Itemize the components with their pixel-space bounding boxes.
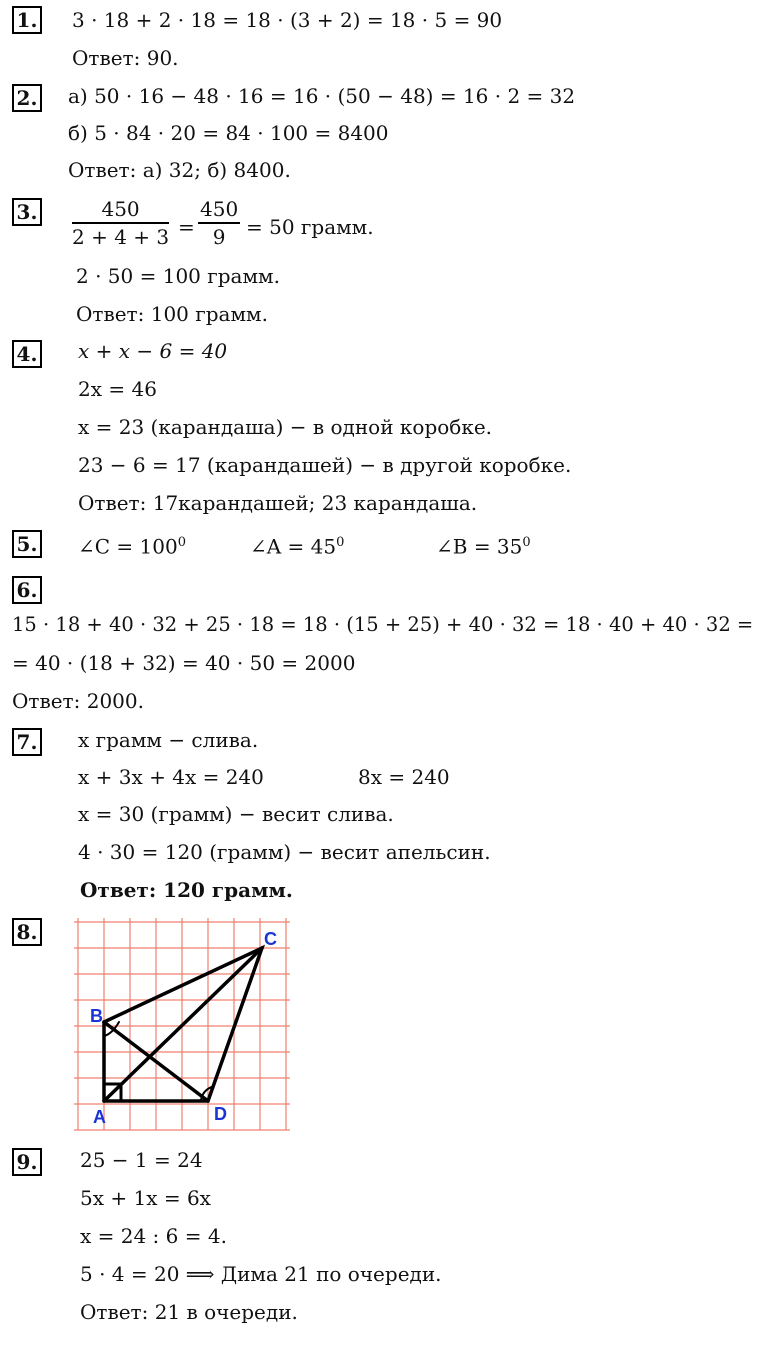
p5-angle-b-value: ∠B = 35 (436, 534, 523, 559)
p7-line-3: x = 30 (грамм) − весит слива. (78, 802, 394, 826)
p1-equation: 3 · 18 + 2 · 18 = 18 · (3 + 2) = 18 · 5 = 90 (72, 8, 503, 32)
p5-angle-b (436, 530, 531, 560)
p8-label-b: B (90, 1006, 103, 1026)
problem-number-4: 4. (12, 340, 42, 368)
p4-line-1: x + x − 6 = 40 (78, 339, 228, 363)
p5-angle-a (250, 530, 344, 560)
problem-number-6: 6. (12, 576, 42, 604)
p8-label-a: A (93, 1107, 106, 1127)
p7-line-2a: x + 3x + 4x = 240 (78, 765, 264, 789)
p6-line-2: = 40 · (18 + 32) = 40 · 50 = 2000 (12, 651, 356, 675)
p7-line-2b: 8x = 240 (358, 765, 450, 789)
p5-angle-a-degree: 0 (336, 535, 345, 550)
p1-answer: Ответ: 90. (72, 46, 179, 70)
p3-fraction-1-numerator: 450 (72, 196, 169, 224)
p3-fraction-1 (72, 196, 169, 250)
p2-answer: Ответ: а) 32; б) 8400. (68, 158, 291, 182)
p3-result: = 50 грамм. (246, 215, 374, 239)
problem-number-5: 5. (12, 530, 42, 558)
p3-fraction-2-numerator: 450 (198, 196, 240, 224)
p4-line-4: 23 − 6 = 17 (карандашей) − в другой коробке. (78, 453, 572, 477)
problem-number-3: 3. (12, 198, 42, 226)
p9-line-3: x = 24 : 6 = 4. (80, 1224, 227, 1248)
p7-line-1: x грамм − слива. (78, 728, 259, 752)
p5-angle-a-value: ∠A = 45 (250, 534, 337, 559)
p4-answer: Ответ: 17карандашей; 23 карандаша. (78, 491, 478, 515)
p3-answer: Ответ: 100 грамм. (76, 302, 268, 326)
problem-number-1: 1. (12, 6, 42, 34)
p8-label-d: D (214, 1104, 227, 1124)
problem-number-7: 7. (12, 728, 42, 756)
p5-angle-c-value: ∠C = 100 (78, 534, 178, 559)
p9-answer: Ответ: 21 в очереди. (80, 1300, 298, 1324)
p2-line-b: б) 5 · 84 · 20 = 84 · 100 = 8400 (68, 121, 389, 145)
problem-number-8: 8. (12, 918, 42, 946)
p5-angle-b-degree: 0 (522, 535, 531, 550)
p3-fraction-2 (198, 196, 240, 250)
p9-line-1: 25 − 1 = 24 (80, 1148, 203, 1172)
p3-equals-1: = (178, 215, 195, 239)
p6-line-1: 15 · 18 + 40 · 32 + 25 · 18 = 18 · (15 + 25) + 40 · 32 = 18 · 40 + 40 · 32 = (12, 613, 754, 636)
problem-number-9: 9. (12, 1148, 42, 1176)
p3-line-2: 2 · 50 = 100 грамм. (76, 264, 280, 288)
p7-answer: Ответ: 120 грамм. (80, 878, 293, 902)
problem-number-2: 2. (12, 84, 42, 112)
p4-line-3: x = 23 (карандаша) − в одной коробке. (78, 415, 493, 439)
p5-angle-c-degree: 0 (177, 535, 186, 550)
p4-line-2: 2x = 46 (78, 377, 157, 401)
p2-line-a: а) 50 · 16 − 48 · 16 = 16 · (50 − 48) = 16 · 2 = 32 (68, 84, 576, 108)
p6-answer: Ответ: 2000. (12, 689, 144, 713)
p8-label-c: C (264, 929, 277, 949)
p3-fraction-1-denominator: 2 + 4 + 3 (72, 225, 170, 249)
p7-line-4: 4 · 30 = 120 (грамм) − весит апельсин. (78, 840, 491, 864)
p3-fraction-2-denominator: 9 (212, 225, 226, 249)
p9-line-2: 5x + 1x = 6x (80, 1186, 211, 1210)
p9-line-4: 5 · 4 = 20 ⟹ Дима 21 по очереди. (80, 1262, 442, 1286)
p8-geometry-figure (74, 918, 292, 1132)
p5-angle-c (78, 530, 186, 560)
